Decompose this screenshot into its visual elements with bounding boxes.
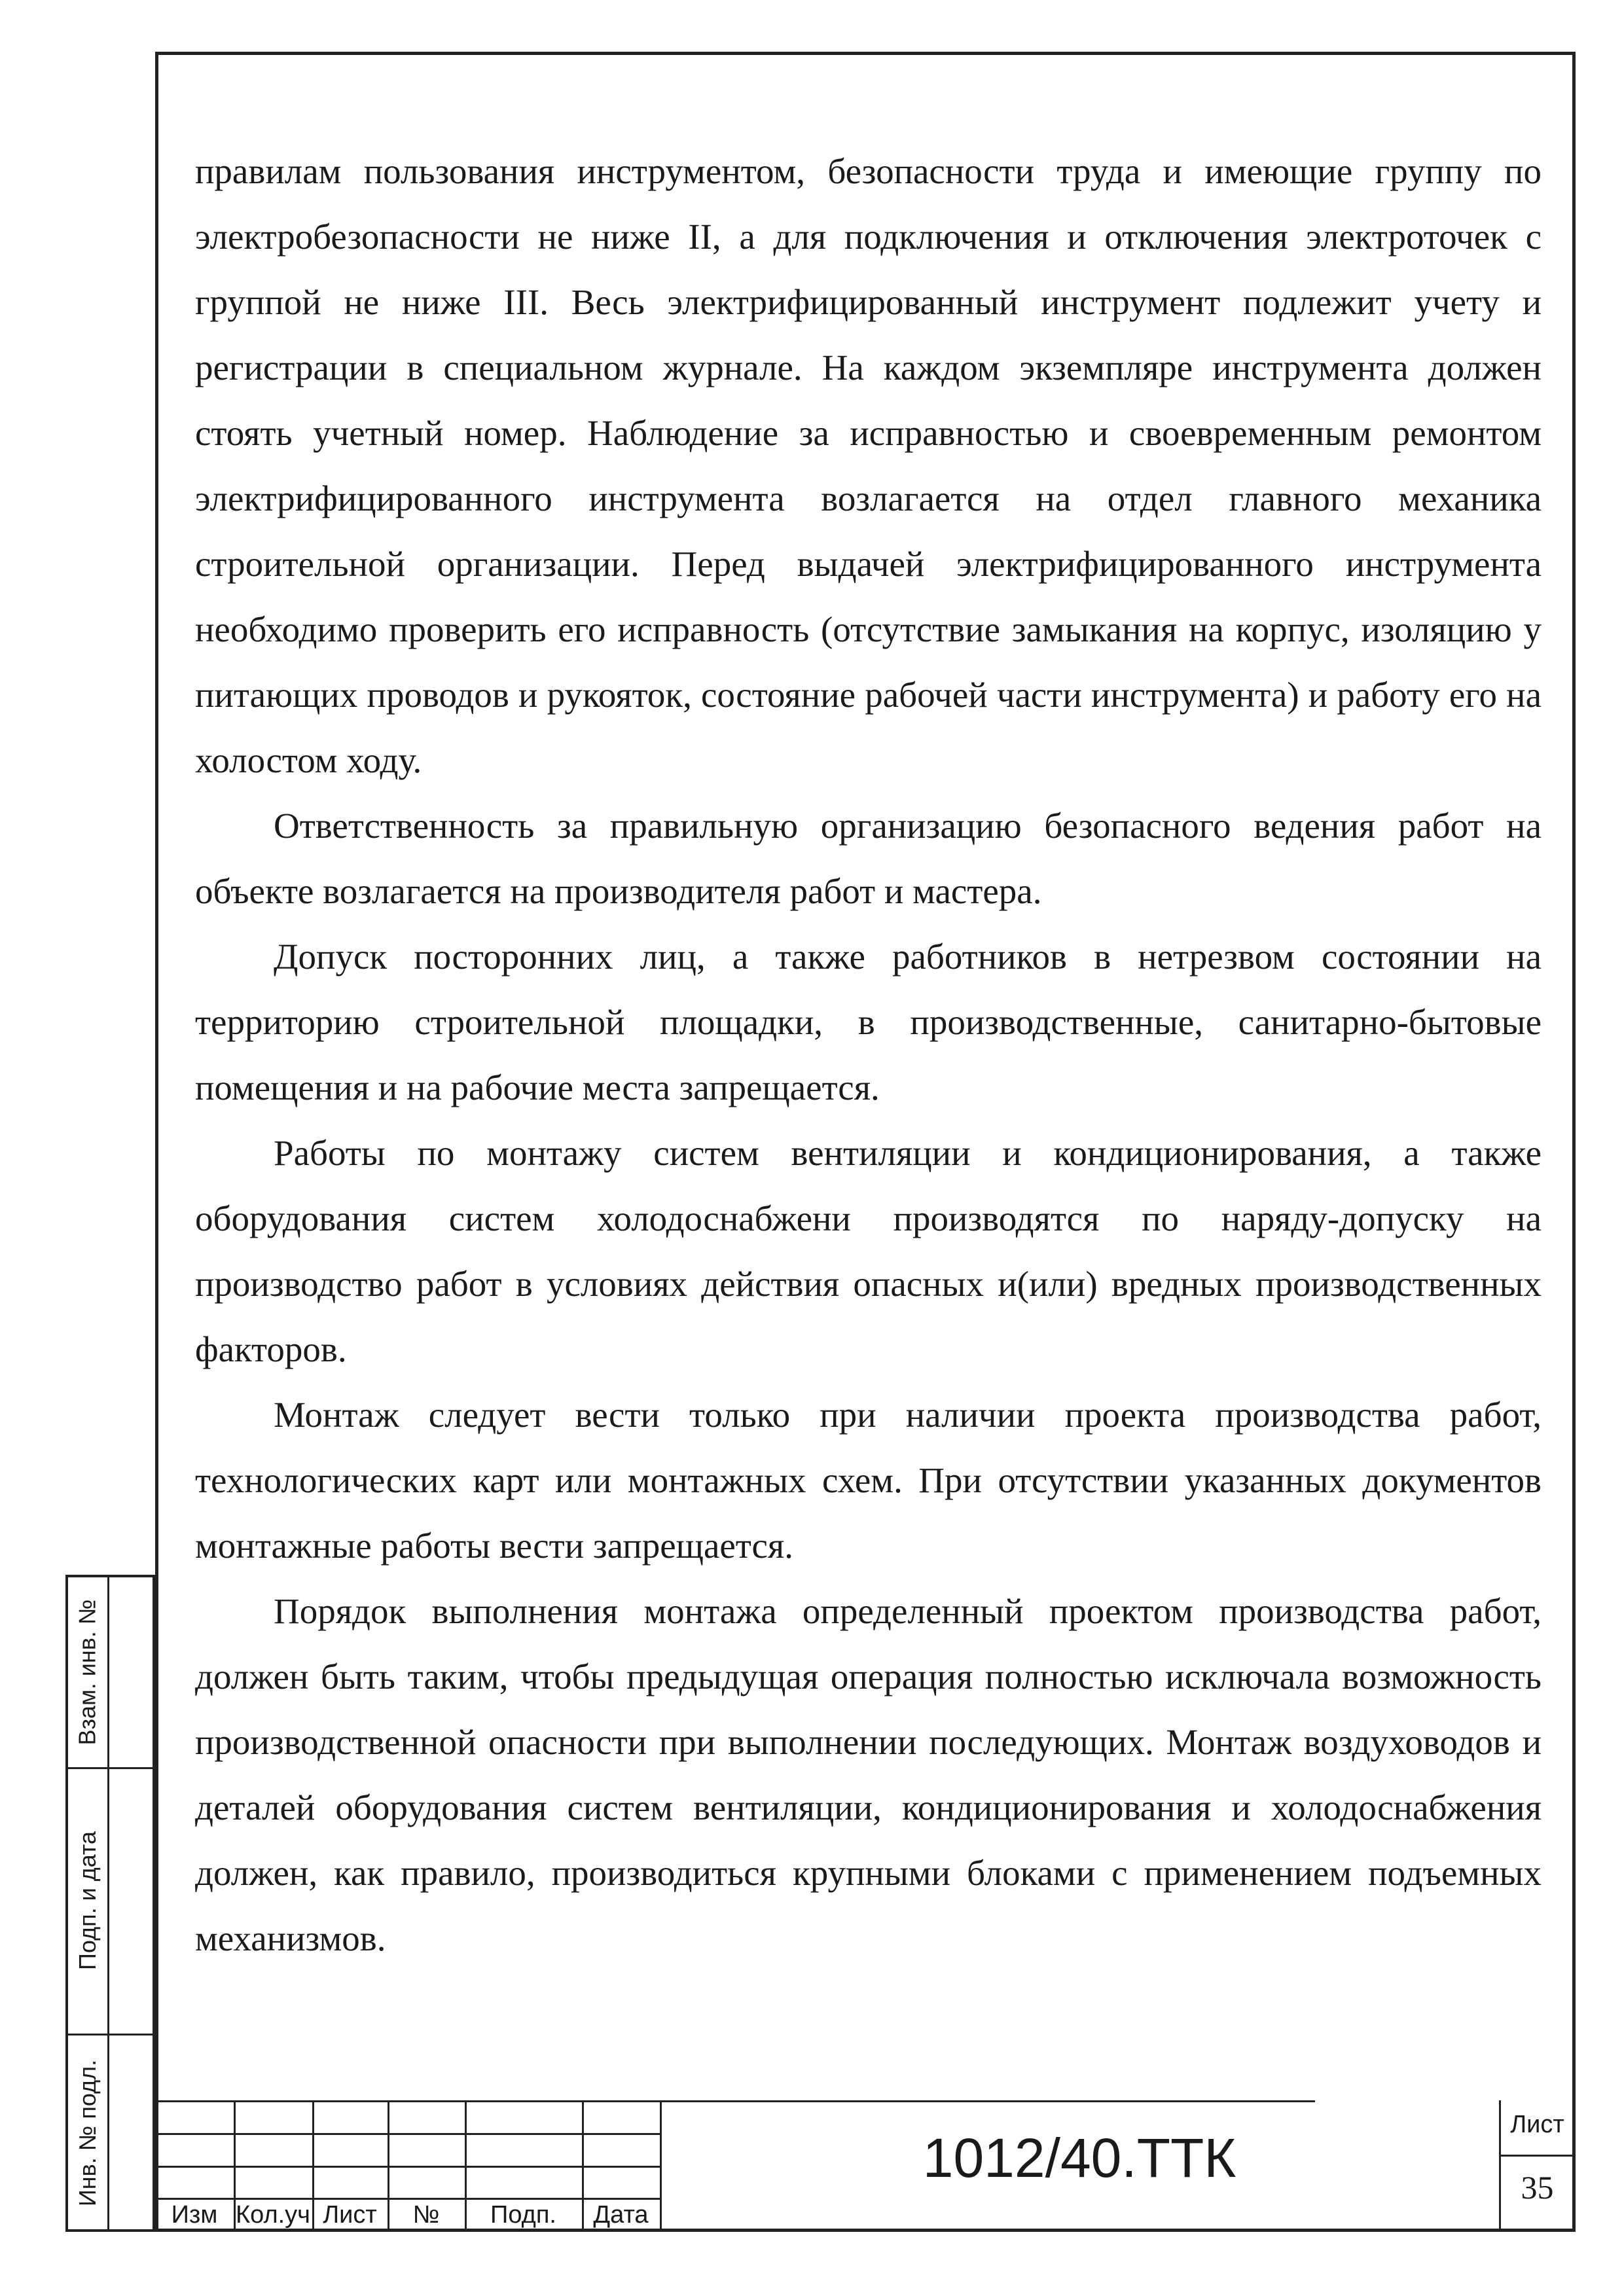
side-cell-vzam [68,1577,107,1767]
header-podp: Подп. [490,2200,556,2229]
header-izm: Изм [171,2200,218,2229]
header-kol-uch: Кол.уч [236,2200,310,2229]
header-data: Дата [593,2200,649,2229]
side-stamp [65,1575,155,2232]
side-label-vzam: Взам. инв. № [74,1599,101,1746]
title-block [155,2100,1576,2232]
header-list: Лист [323,2200,377,2229]
sheet-label: Лист [1510,2111,1564,2138]
sheet-number: 35 [1521,2169,1554,2206]
paragraph-1: правилам пользования инструментом, безопасности труда и имеющие группу по электробезопасности не ниже II, а для подключения и отключения электроточек с группой не ниже III. Весь электрифицированный инструмент подлежит учету и регистрации в специальном журнале. На каждом экземпляре инструмента должен стоять учетный номер. Наблюдение за исправностью и своевременным ремонтом электрифицированного инструмента возлагается на отдел главного механика строительной организации. Перед выдачей электрифицированного инструмента необходимо проверить его исправность (отсутствие замыкания на корпус, изоляцию у питающих проводов и рукояток, состояние рабочей части инструмента) и работу его на холостом ходу. [195,151,1542,780]
side-label-inv: Инв. № подл. [74,2059,101,2206]
paragraph-2: Ответственность за правильную организацию безопасного ведения работ на объекте возлагается на производителя работ и мастера. [195,806,1542,911]
paragraph-5: Монтаж следует вести только при наличии проекта производства работ, технологических карт или монтажных схем. При отсутствии указанных документов монтажные работы вести запрещается. [195,1395,1542,1566]
paragraph-6: Порядок выполнения монтажа определенный проектом производства работ, должен быть таким, чтобы предыдущая операция полностью исключала возможность производственной опасности при выполнении последующих. Монтаж воздуховодов и деталей оборудования систем вентиляции, кондиционирования и холодоснабжения должен, как правило, производиться крупными блоками с применением подъемных механизмов. [195,1591,1542,1958]
document-body [195,139,1542,1971]
document-code: 1012/40.ТТК [922,2127,1236,2189]
side-cell-podp [68,1767,107,2034]
paragraph-3: Допуск посторонних лиц, а также работников в нетрезвом состоянии на территорию строительной площадки, в производственные, санитарно-бытовые помещения и на рабочие места запрещается. [195,937,1542,1107]
tb-line [155,2133,660,2135]
side-label-podp: Подп. и дата [74,1831,101,1970]
paragraph-4: Работы по монтажу систем вентиляции и кондиционирования, а также оборудования систем холодоснабжени производятся по наряду-допуску на производство работ в условиях действия опасных и(или) вредных производственных факторов. [195,1133,1542,1369]
tb-line [155,2166,660,2168]
header-number: № [412,2200,440,2229]
side-cell-inv [68,2034,107,2232]
tb-line [1499,2155,1576,2157]
tb-line [155,2100,1315,2102]
side-stamp-divider [107,1577,109,2229]
